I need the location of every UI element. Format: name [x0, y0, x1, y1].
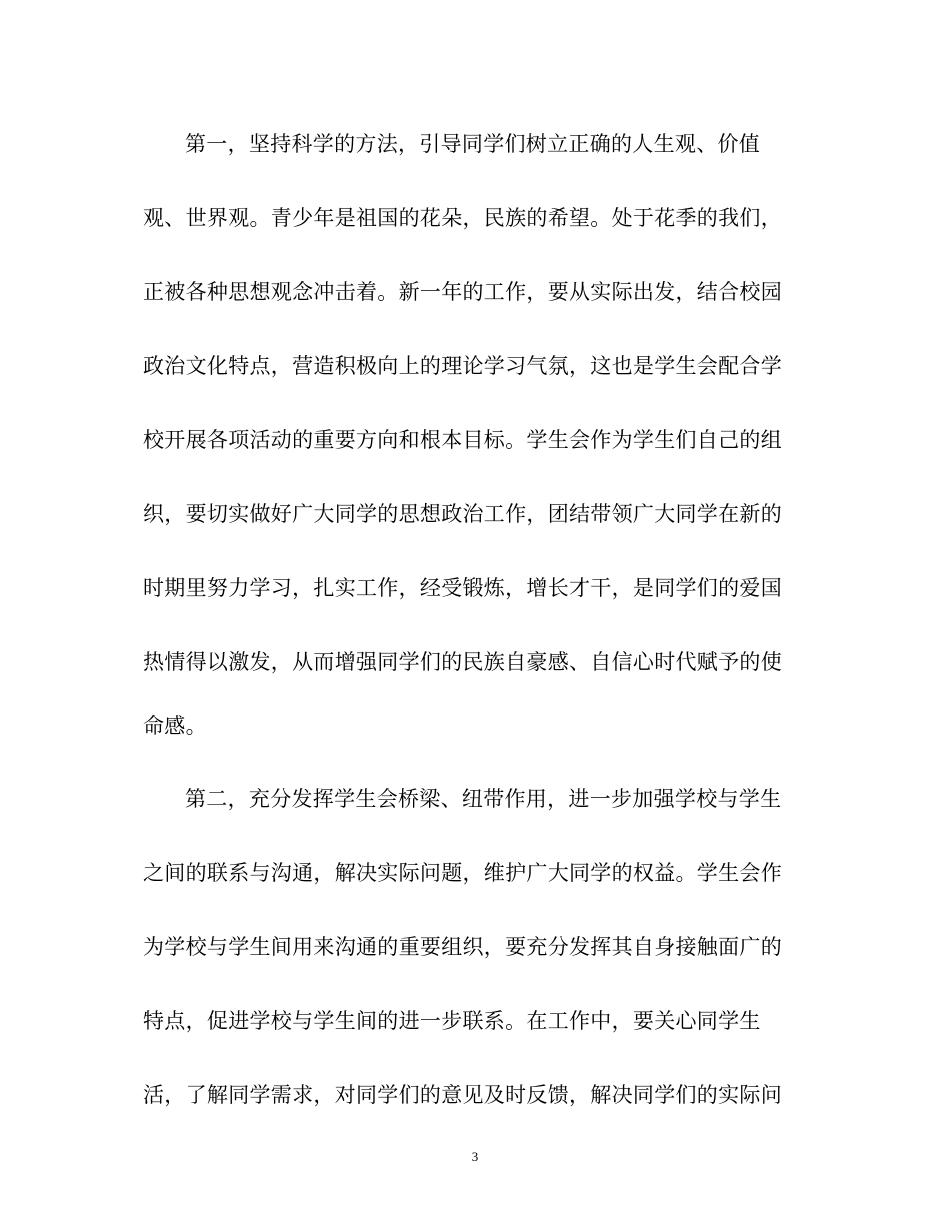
paragraph-line: 特点，促进学校与学生间的进一步联系。在工作中，要关心同学生 — [143, 1009, 761, 1033]
paragraph-line: 时期里努力学习，扎实工作，经受锻炼，增长才干，是同学们的爱国 — [143, 576, 782, 600]
paragraph-line: 政治文化特点，营造积极向上的理论学习气氛，这也是学生会配合学 — [143, 354, 782, 378]
paragraph-line: 校开展各项活动的重要方向和根本目标。学生会作为学生们自己的组 — [143, 428, 782, 452]
paragraph-line: 观、世界观。青少年是祖国的花朵，民族的希望。处于花季的我们， — [143, 206, 782, 230]
paragraph-line: 第一，坚持科学的方法，引导同学们树立正确的人生观、价值 — [185, 132, 761, 156]
paragraph-line: 热情得以激发，从而增强同学们的民族自豪感、自信心时代赋予的使 — [143, 650, 782, 674]
page-number: 3 — [471, 1149, 479, 1164]
paragraph-line: 第二，充分发挥学生会桥梁、纽带作用，进一步加强学校与学生 — [185, 787, 782, 811]
paragraph-line: 活，了解同学需求，对同学们的意见及时反馈，解决同学们的实际问 — [143, 1083, 782, 1107]
paragraph-line: 命感。 — [143, 714, 207, 738]
paragraph-line: 为学校与学生间用来沟通的重要组织，要充分发挥其自身接触面广的 — [143, 935, 782, 959]
paragraph-line: 之间的联系与沟通，解决实际问题，维护广大同学的权益。学生会作 — [143, 861, 782, 885]
paragraph-line: 织，要切实做好广大同学的思想政治工作，团结带领广大同学在新的 — [143, 502, 782, 526]
paragraph-line: 正被各种思想观念冲击着。新一年的工作，要从实际出发，结合校园 — [143, 280, 782, 304]
